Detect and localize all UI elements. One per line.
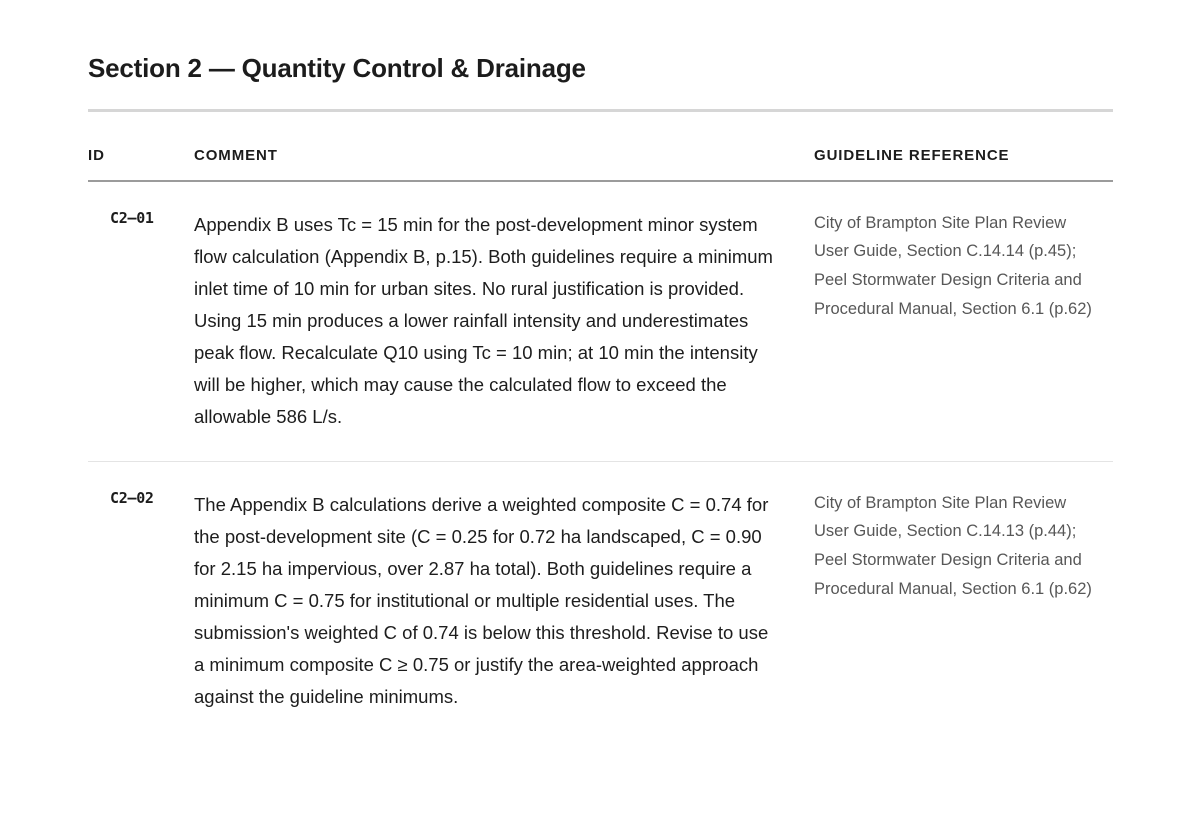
comment-id: C2–02 [110,488,154,507]
table-head [88,112,1113,181]
table-cell-id [88,181,194,462]
column-header-guideline-reference: GUIDELINE REFERENCE [814,112,1113,181]
table-cell-id [88,461,194,741]
table-header-row [88,112,1113,181]
column-header-comment: COMMENT [194,112,814,181]
comment-id: C2–01 [110,208,154,227]
comment-text: The Appendix B calculations derive a weighted composite C = 0.74 for the post-development site (C = 0.25 for 0.72 ha landscaped, C = 0.90 for 2.15 ha impervious, over 2.87 ha total). Both guidelines require a minimum C = 0.75 for institutional or multiple residential uses. The submission's weighted C of 0.74 is below this threshold. Revise to use a minimum composite C ≥ 0.75 or justify the area-weighted approach against the guideline minimums. [194,493,769,707]
comment-table-wrapper [88,112,1113,741]
comment-text: Appendix B uses Tc = 15 min for the post-development minor system flow calculation (Appendix B, p.15). Both guidelines require a minimum inlet time of 10 min for urban sites. No rural justification is provided. Using 15 min produces a lower rainfall intensity and underestimates peak flow. Recalculate Q10 using Tc = 10 min; at 10 min the intensity will be higher, which may cause the calculated flow to exceed the allowable 586 L/s. [194,213,773,427]
table-cell-comment [194,181,814,462]
table-cell-comment [194,461,814,741]
guideline-reference-text: City of Brampton Site Plan Review User Guide, Section C.14.13 (p.44); Peel Stormwater Design Criteria and Procedural Manual, Section 6.1 (p.62) [814,493,1092,598]
table-row [88,181,1113,462]
column-header-id: ID [88,112,194,181]
table-cell-guideline-reference [814,181,1113,462]
guideline-reference-text: City of Brampton Site Plan Review User Guide, Section C.14.14 (p.45); Peel Stormwater Design Criteria and Procedural Manual, Section 6.1 (p.62) [814,213,1092,318]
table-body [88,181,1113,741]
table-cell-guideline-reference [814,461,1113,741]
table-row [88,461,1113,741]
comment-table [88,112,1113,741]
page-title: Section 2 — Quantity Control & Drainage [88,53,586,83]
